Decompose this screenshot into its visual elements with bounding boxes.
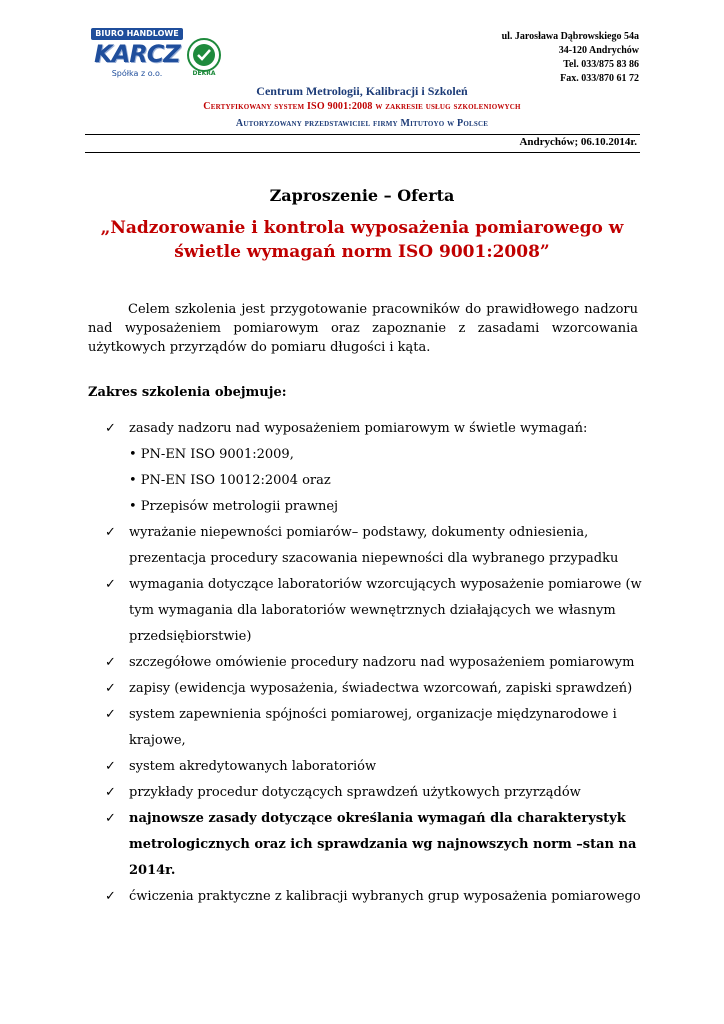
- list-item: [105, 572, 645, 650]
- address-street: ul. Jarosława Dąbrowskiego 54a: [501, 31, 639, 42]
- list-item-text: najnowsze zasady dotyczące określania wymagań dla charakterystyk: [129, 811, 626, 826]
- list-item-text-continued: krajowe,: [129, 733, 186, 748]
- sub-item: • PN-EN ISO 9001:2009,: [129, 447, 294, 462]
- checkmark-icon: ✓: [105, 421, 116, 436]
- checkmark-icon: ✓: [105, 577, 116, 592]
- list-item-text: zapisy (ewidencja wyposażenia, świadectwa wzorcowań, zapiski sprawdzeń): [129, 681, 633, 696]
- logo-top-text: BIURO HANDLOWE: [91, 28, 183, 40]
- logo-bottom-text: Spółka z o.o.: [111, 69, 163, 78]
- document-date: Andrychów; 06.10.2014r.: [519, 136, 637, 148]
- header-certified-system: Certyfikowany system ISO 9001:2008 w zakresie usług szkoleniowych: [203, 101, 521, 112]
- training-title: [90, 216, 634, 264]
- checkmark-icon: ✓: [105, 525, 116, 540]
- list-item-text: szczegółowe omówienie procedury nadzoru nad wyposażeniem pomiarowym: [129, 655, 635, 670]
- list-item: [105, 884, 645, 910]
- training-title-line1: „Nadzorowanie i kontrola wyposażenia pomiarowego w: [100, 218, 624, 238]
- list-item-text-continued: metrologicznych oraz ich sprawdzania wg najnowszych norm –stan na: [129, 837, 637, 852]
- dekra-label: DEKRA: [192, 70, 216, 77]
- list-item-text: system zapewnienia spójności pomiarowej, organizacje międzynarodowe i: [129, 707, 617, 722]
- list-item-text: ćwiczenia praktyczne z kalibracji wybranych grup wyposażenia pomiarowego: [129, 889, 641, 904]
- list-item-text-continued: 2014r.: [129, 863, 176, 878]
- header-center-name: Centrum Metrologii, Kalibracji i Szkoleń: [256, 84, 468, 98]
- invitation-heading: Zaproszenie – Oferta: [269, 186, 455, 205]
- list-item: [105, 650, 645, 676]
- scope-heading: Zakres szkolenia obejmuje:: [88, 385, 287, 400]
- dekra-cert-logo: [186, 37, 222, 77]
- list-item-highlighted: [105, 806, 645, 884]
- checkmark-icon: ✓: [105, 785, 116, 800]
- checkmark-icon: ✓: [105, 655, 116, 670]
- checkmark-icon: ✓: [105, 759, 116, 774]
- company-logo: [91, 28, 183, 80]
- date-rule: [85, 152, 640, 153]
- training-title-line2: świetle wymagań norm ISO 9001:2008”: [174, 242, 550, 262]
- list-item-text: przykłady procedur dotyczących sprawdzeń użytkowych przyrządów: [129, 785, 581, 800]
- list-item: [105, 780, 645, 806]
- intro-paragraph: Celem szkolenia jest przygotowanie pracowników do prawidłowego nadzoru nad wyposażeniem pomiarowym oraz zapoznanie z zasadami wzorcowania użytkowych przyrządów do pomiaru długości i kąta.: [88, 302, 638, 355]
- list-item-text: wyrażanie niepewności pomiarów– podstawy, dokumenty odniesienia,: [129, 525, 589, 540]
- list-item-text: zasady nadzoru nad wyposażeniem pomiarowym w świetle wymagań:: [129, 421, 588, 436]
- list-item: [105, 754, 645, 780]
- list-item: [105, 520, 645, 572]
- scope-list: [105, 416, 645, 910]
- list-item: [105, 416, 645, 520]
- checkmark-icon: ✓: [105, 681, 116, 696]
- list-item: [105, 702, 645, 754]
- address-block: [502, 30, 639, 86]
- header-authorized-rep: Autoryzowany przedstawiciel firmy Mitutoyo w Polsce: [235, 118, 489, 129]
- checkmark-icon: ✓: [105, 811, 116, 826]
- logo-name: KARCZ: [94, 40, 180, 68]
- list-item: [105, 676, 645, 702]
- sub-item: • PN-EN ISO 10012:2004 oraz: [129, 473, 331, 488]
- list-item-text-continued: prezentacja procedury szacowania niepewności dla wybranego przypadku: [129, 551, 619, 566]
- list-item-text-continued: tym wymagania dla laboratoriów wewnętrznych działających we własnym: [129, 603, 616, 618]
- list-item-text: system akredytowanych laboratoriów: [129, 759, 377, 774]
- address-fax: Fax. 033/870 61 72: [560, 73, 639, 84]
- address-phone: Tel. 033/875 83 86: [563, 59, 639, 70]
- header-rule: [85, 134, 640, 135]
- checkmark-icon: ✓: [105, 707, 116, 722]
- sub-item: • Przepisów metrologii prawnej: [129, 499, 339, 514]
- address-city: 34-120 Andrychów: [558, 45, 639, 56]
- checkmark-icon: ✓: [105, 889, 116, 904]
- list-item-text: wymagania dotyczące laboratoriów wzorcujących wyposażenie pomiarowe (w: [129, 577, 642, 592]
- list-item-text-continued: przedsiębiorstwie): [129, 629, 252, 644]
